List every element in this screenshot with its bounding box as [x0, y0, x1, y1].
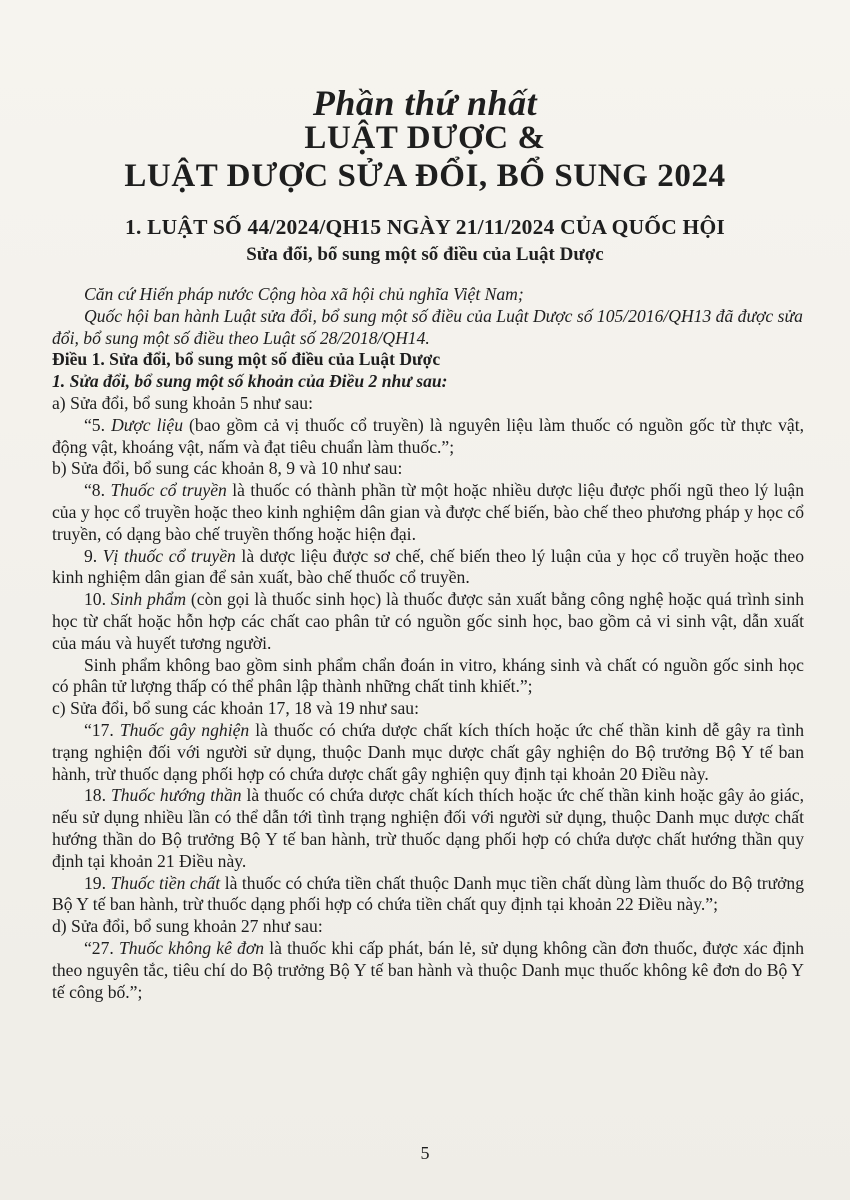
term-thuoc-huong-than: Thuốc hướng thần [110, 785, 242, 806]
term-vi-thuoc-co-truyen: Vị thuốc cổ truyền [102, 545, 236, 566]
section-subheading: Sửa đổi, bổ sung một số điều của Luật Dược [246, 244, 604, 265]
term-thuoc-tien-chat: Thuốc tiền chất [110, 872, 221, 893]
term-sinh-pham: Sinh phẩm [110, 589, 187, 610]
khoan-10: 10. Sinh phẩm (còn gọi là thuốc sinh học) là thuốc được sản xuất bằng công nghệ hoặc quá trình sinh học từ chất hoặc hỗn hợp các chất cao phân tử có nguồn gốc sinh học, bao gồm cả vi sinh vật, dẫn xuất của máu và huyết tương người. [52, 589, 804, 653]
term-thuoc-gay-nghien: Thuốc gây nghiện [119, 719, 250, 740]
point-d-intro: d) Sửa đổi, bổ sung khoản 27 như sau: [52, 916, 323, 937]
term-duoc-lieu: Dược liệu [111, 414, 183, 435]
khoan-27: “27. Thuốc không kê đơn là thuốc khi cấp phát, bán lẻ, sử dụng không cần đơn thuốc, được xác định theo nguyên tắc, tiêu chí do Bộ trưởng Bộ Y tế ban hành và thuộc Danh mục thuốc không kê đơn do Bộ Y tế công bố.”; [52, 937, 804, 1002]
preamble-line-1: Căn cứ Hiến pháp nước Cộng hòa xã hội chủ nghĩa Việt Nam; [84, 284, 524, 304]
khoan-9: 9. Vị thuốc cổ truyền là dược liệu được sơ chế, chế biến theo lý luận của y học cổ truyền hoặc theo kinh nghiệm dân gian để sản xuất, bào chế thuốc cổ truyền. [52, 545, 805, 588]
section-heading: 1. LUẬT SỐ 44/2024/QH15 NGÀY 21/11/2024 CỦA QUỐC HỘI [125, 215, 725, 239]
khoan-5: “5. Dược liệu (bao gồm cả vị thuốc cổ truyền) là nguyên liệu làm thuốc có nguồn gốc từ thực vật, động vật, khoáng vật, nấm và đạt tiêu chuẩn làm thuốc.”; [52, 414, 804, 457]
clause-1-title: 1. Sửa đổi, bổ sung một số khoản của Điều 2 như sau: [52, 371, 448, 392]
khoan-8: “8. Thuốc cổ truyền là thuốc có thành phần từ một hoặc nhiều dược liệu được phối ngũ theo lý luận của y học cổ truyền hoặc theo kinh nghiệm dân gian và được chế biến, bào chế theo phương pháp y học cổ truyền, có dạng bào chế truyền thống hoặc hiện đại. [52, 480, 804, 544]
point-a-intro: a) Sửa đổi, bổ sung khoản 5 như sau: [52, 392, 313, 413]
khoan-18: 18. Thuốc hướng thần là thuốc có chứa dược chất kích thích hoặc ức chế thần kinh hoặc gây ảo giác, nếu sử dụng nhiều lần có thể dẫn tới tình trạng nghiện đối với người sử dụng, thuộc Danh mục dược chất hướng thần do Bộ trưởng Bộ Y tế ban hành, trừ thuốc dạng phối hợp có chứa dược chất hướng thần quy định tại khoản 21 Điều này. [52, 785, 805, 871]
point-c-intro: c) Sửa đổi, bổ sung các khoản 17, 18 và 19 như sau: [52, 698, 419, 719]
khoan-19: 19. Thuốc tiền chất là thuốc có chứa tiền chất thuộc Danh mục tiền chất dùng làm thuốc do Bộ trưởng Bộ Y tế ban hành, trừ thuốc dạng phối hợp có chứa tiền chất quy định tại khoản 22 Điều này.”; [52, 872, 805, 915]
point-b-intro: b) Sửa đổi, bổ sung các khoản 8, 9 và 10 như sau: [52, 458, 403, 479]
khoan-17: “17. Thuốc gây nghiện là thuốc có chứa dược chất kích thích hoặc ức chế thần kinh dễ gây ra tình trạng nghiện đối với người sử dụng, thuộc Danh mục dược chất gây nghiện do Bộ trưởng Bộ Y tế ban hành, trừ thuốc dạng phối hợp có chứa dược chất gây nghiện quy định tại khoản 20 Điều này. [52, 719, 804, 784]
article-1-title: Điều 1. Sửa đổi, bổ sung một số điều của Luật Dược [52, 349, 441, 370]
page-number: 5 [420, 1143, 430, 1163]
khoan-10-extra: Sinh phẩm không bao gồm sinh phẩm chẩn đoán in vitro, kháng sinh và chất có nguồn gốc sinh học có phân tử lượng thấp có thể phân lập thành những chất tinh khiết.”; [52, 654, 804, 697]
document-body [52, 284, 804, 1003]
main-title-line-1: LUẬT DƯỢC & [304, 120, 546, 156]
term-thuoc-khong-ke-don: Thuốc không kê đơn [118, 937, 265, 958]
preamble-line-2: Quốc hội ban hành Luật sửa đổi, bổ sung một số điều của Luật Dược số 105/2016/QH13 đã được sửa đổi, bổ sung một số điều theo Luật số 28/2018/QH14. [52, 305, 803, 348]
main-title-line-2: LUẬT DƯỢC SỬA ĐỔI, BỔ SUNG 2024 [124, 158, 726, 194]
term-thuoc-co-truyen: Thuốc cổ truyền [110, 480, 227, 501]
part-title: Phần thứ nhất [312, 83, 538, 123]
